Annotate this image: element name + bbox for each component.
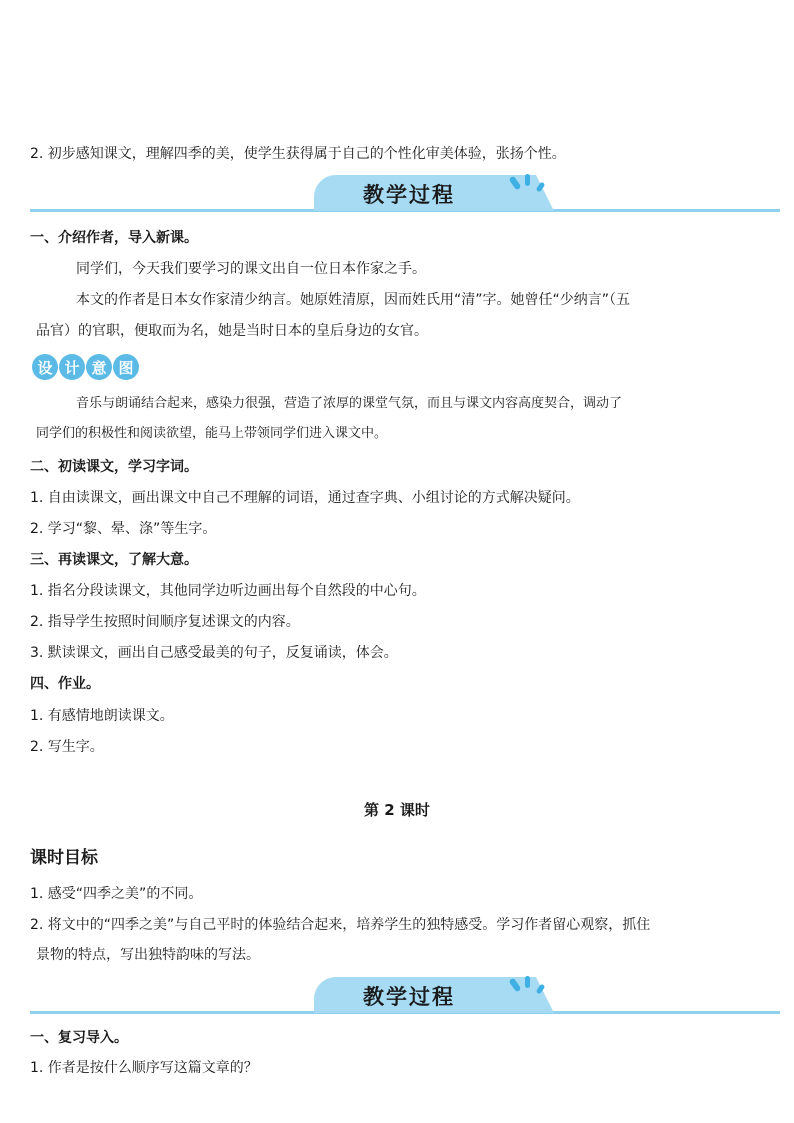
- goal-item: 2. 将文中的“四季之美”与自己平时的体验结合起来，培养学生的独特感受。学习作者留心观察，抓住: [30, 917, 651, 933]
- design-intent-char: 意: [86, 354, 112, 380]
- list-item: 2. 指导学生按照时间顺序复述课文的内容。: [30, 614, 300, 630]
- section-heading: 二、初读课文，学习字词。: [30, 459, 198, 475]
- list-item: 1. 有感情地朗读课文。: [30, 708, 174, 724]
- list-item: 1. 作者是按什么顺序写这篇文章的？: [30, 1060, 258, 1076]
- teaching-process-banner-1: [0, 174, 794, 214]
- list-item: 2. 学习“黎、晕、涤”等生字。: [30, 521, 217, 537]
- paragraph: 同学们，今天我们要学习的课文出自一位日本作家之手。: [76, 261, 426, 277]
- banner-title: 教学过程: [363, 183, 455, 207]
- teaching-process-banner-2: [0, 976, 794, 1016]
- goal-item: 景物的特点，写出独特韵味的写法。: [36, 947, 260, 963]
- design-intent-char: 图: [113, 354, 139, 380]
- intro-goal-2: 2. 初步感知课文，理解四季的美，使学生获得属于自己的个性化审美体验，张扬个性。: [30, 146, 566, 162]
- lesson-goals-heading: 课时目标: [30, 848, 98, 868]
- design-intent-char: 计: [59, 354, 85, 380]
- splash-icon: [525, 976, 530, 988]
- list-item: 2. 写生字。: [30, 739, 104, 755]
- paragraph: 品官）的官职，便取而为名，她是当时日本的皇后身边的女官。: [36, 323, 428, 339]
- lesson-title: 第 2 课时: [364, 801, 430, 819]
- design-intent-badge: [32, 354, 139, 380]
- banner-title: 教学过程: [363, 985, 455, 1009]
- design-intent-char: 设: [32, 354, 58, 380]
- list-item: 1. 自由读课文，画出课文中自己不理解的词语，通过查字典、小组讨论的方式解决疑问。: [30, 490, 580, 506]
- section-heading: 三、再读课文，了解大意。: [30, 552, 198, 568]
- section-heading: 四、作业。: [30, 676, 100, 692]
- list-item: 3. 默读课文，画出自己感受最美的句子，反复诵读，体会。: [30, 645, 398, 661]
- splash-icon: [525, 174, 530, 186]
- goal-item: 1. 感受“四季之美”的不同。: [30, 886, 203, 902]
- design-intent-text: 同学们的积极性和阅读欲望，能马上带领同学们进入课文中。: [36, 426, 388, 441]
- design-intent-text: 音乐与朗诵结合起来，感染力很强，营造了浓厚的课堂气氛，而且与课文内容高度契合，调动了: [76, 396, 623, 411]
- section-heading: 一、复习导入。: [30, 1030, 128, 1046]
- section-heading: 一、介绍作者，导入新课。: [30, 230, 198, 246]
- paragraph: 本文的作者是日本女作家清少纳言。她原姓清原，因而姓氏用“清”字。她曾任“少纳言”（五: [76, 292, 631, 308]
- list-item: 1. 指名分段读课文，其他同学边听边画出每个自然段的中心句。: [30, 583, 426, 599]
